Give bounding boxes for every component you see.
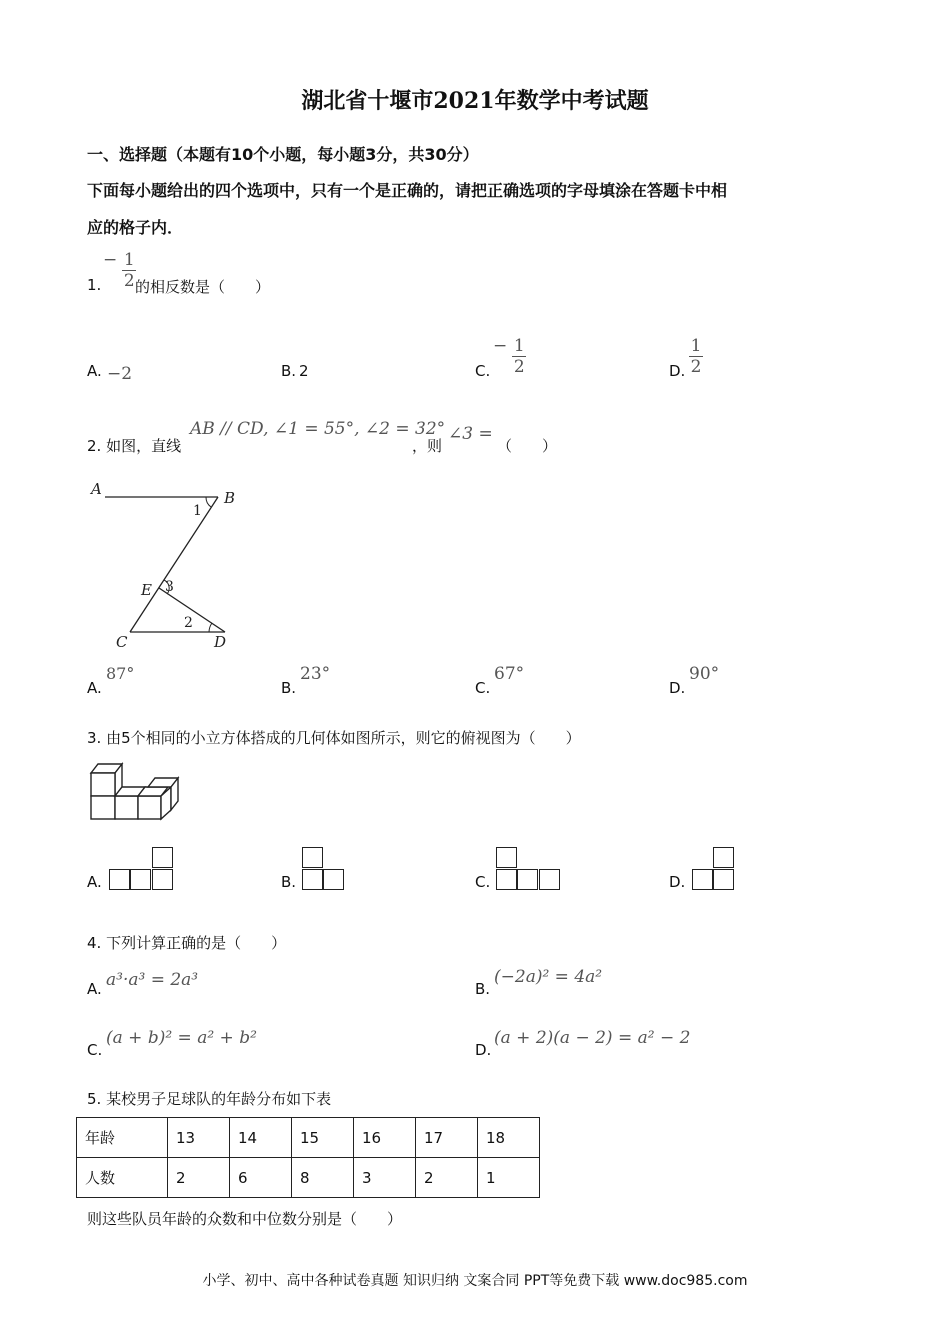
q1-text: 的相反数是（ ） <box>135 278 271 296</box>
footer-text[interactable]: 小学、初中、高中各种试卷真题 知识归纳 文案合同 PPT等免费下载 www.doc985.com <box>202 1273 748 1289</box>
q4-option-d-label[interactable]: D. <box>475 1041 492 1059</box>
q4-option-a-label[interactable]: A. <box>87 980 102 998</box>
table-cell: 年龄 <box>77 1118 168 1158</box>
label-d: D <box>214 633 227 651</box>
q1-fraction <box>103 250 136 291</box>
table-cell: 13 <box>168 1118 230 1158</box>
q2-mid: ，则 <box>412 437 443 455</box>
q3-solid-figure <box>88 760 180 822</box>
q1-option-d-label[interactable]: D. <box>669 362 686 380</box>
q1-option-b-label[interactable]: B. <box>281 362 297 380</box>
q4-option-b-expr: (−2a)² = 4a² <box>494 967 603 987</box>
q4-option-d-expr: (a + 2)(a − 2) = a² − 2 <box>494 1028 691 1048</box>
section-heading: 一、选择题（本题有10个小题，每小题3分，共30分） <box>87 145 479 164</box>
table-cell: 15 <box>292 1118 354 1158</box>
label-e: E <box>141 581 152 599</box>
q1-option-d-value <box>689 336 703 377</box>
instruction-line-1: 下面每小题给出的四个选项中，只有一个是正确的，请把正确选项的字母填涂在答题卡中相 <box>87 181 728 200</box>
line-bc <box>130 497 218 632</box>
label-3: 3 <box>165 579 174 595</box>
q4-option-c-expr: (a + b)² = a² + b² <box>106 1028 257 1048</box>
q2-option-b-label[interactable]: B. <box>281 679 297 697</box>
q1-option-c-value <box>493 336 526 377</box>
q4-option-a-expr: a³·a³ = 2a³ <box>106 970 199 990</box>
table-cell: 1 <box>478 1158 540 1198</box>
page-title: 湖北省十堰市2021年数学中考试题 <box>301 88 649 114</box>
table-cell: 18 <box>478 1118 540 1158</box>
q2-prefix: 2. 如图，直线 <box>87 437 182 455</box>
q2-ask: ∠3 = <box>448 424 493 444</box>
q1-c-den: 2 <box>513 357 525 377</box>
q1-d-num: 1 <box>690 336 702 356</box>
label-1: 1 <box>193 503 202 519</box>
table-cell: 17 <box>416 1118 478 1158</box>
q3-text: 3. 由5个相同的小立方体搭成的几何体如图所示，则它的俯视图为（ ） <box>87 729 581 747</box>
q3-option-c-label[interactable]: C. <box>475 873 491 891</box>
q5-text: 5. 某校男子足球队的年龄分布如下表 <box>87 1090 332 1108</box>
q1-option-b-value: 2 <box>299 362 309 380</box>
table-cell: 8 <box>292 1158 354 1198</box>
table-cell: 6 <box>230 1158 292 1198</box>
label-a: A <box>91 480 102 498</box>
q1-frac-num: 1 <box>123 250 135 270</box>
q1-option-a-label[interactable]: A. <box>87 362 102 380</box>
label-b: B <box>224 489 236 507</box>
q5-after: 则这些队员年龄的众数和中位数分别是（ ） <box>87 1210 403 1228</box>
table-cell: 16 <box>354 1118 416 1158</box>
q2-option-b-value: 23° <box>300 664 331 684</box>
q2-option-c-value: 67° <box>494 664 525 684</box>
q1-frac-den: 2 <box>123 271 135 291</box>
q2-option-d-label[interactable]: D. <box>669 679 686 697</box>
instruction-line-2: 应的格子内． <box>87 218 184 237</box>
table-cell: 14 <box>230 1118 292 1158</box>
q1-d-den: 2 <box>690 357 702 377</box>
q4-option-b-label[interactable]: B. <box>475 980 491 998</box>
q3-option-d-label[interactable]: D. <box>669 873 686 891</box>
q1-option-a-value: −2 <box>107 364 133 384</box>
angle-1-arc <box>206 497 211 507</box>
q1-c-minus: − <box>493 336 508 356</box>
table-cell: 2 <box>168 1158 230 1198</box>
q2-given: AB // CD, ∠1 = 55°, ∠2 = 32° <box>190 419 446 439</box>
q1-minus: − <box>103 250 118 270</box>
age-table <box>76 1117 540 1198</box>
q2-figure <box>85 475 245 655</box>
q2-option-a-value: 87° <box>106 664 135 683</box>
q1-number: 1. <box>87 276 102 294</box>
q2-option-a-label[interactable]: A. <box>87 679 102 697</box>
q1-c-num: 1 <box>513 336 525 356</box>
table-row <box>77 1158 540 1198</box>
q2-suffix: （ ） <box>497 437 558 455</box>
table-cell: 2 <box>416 1158 478 1198</box>
q2-option-c-label[interactable]: C. <box>475 679 491 697</box>
q4-text: 4. 下列计算正确的是（ ） <box>87 934 287 952</box>
q1-option-c-label[interactable]: C. <box>475 362 491 380</box>
q3-option-b-label[interactable]: B. <box>281 873 297 891</box>
q4-option-c-label[interactable]: C. <box>87 1041 103 1059</box>
angle-2-arc <box>209 623 212 632</box>
table-row <box>77 1118 540 1158</box>
q2-option-d-value: 90° <box>689 664 720 684</box>
table-cell: 人数 <box>77 1158 168 1198</box>
table-cell: 3 <box>354 1158 416 1198</box>
label-c: C <box>116 633 128 651</box>
q3-option-a-label[interactable]: A. <box>87 873 102 891</box>
label-2: 2 <box>184 615 193 631</box>
